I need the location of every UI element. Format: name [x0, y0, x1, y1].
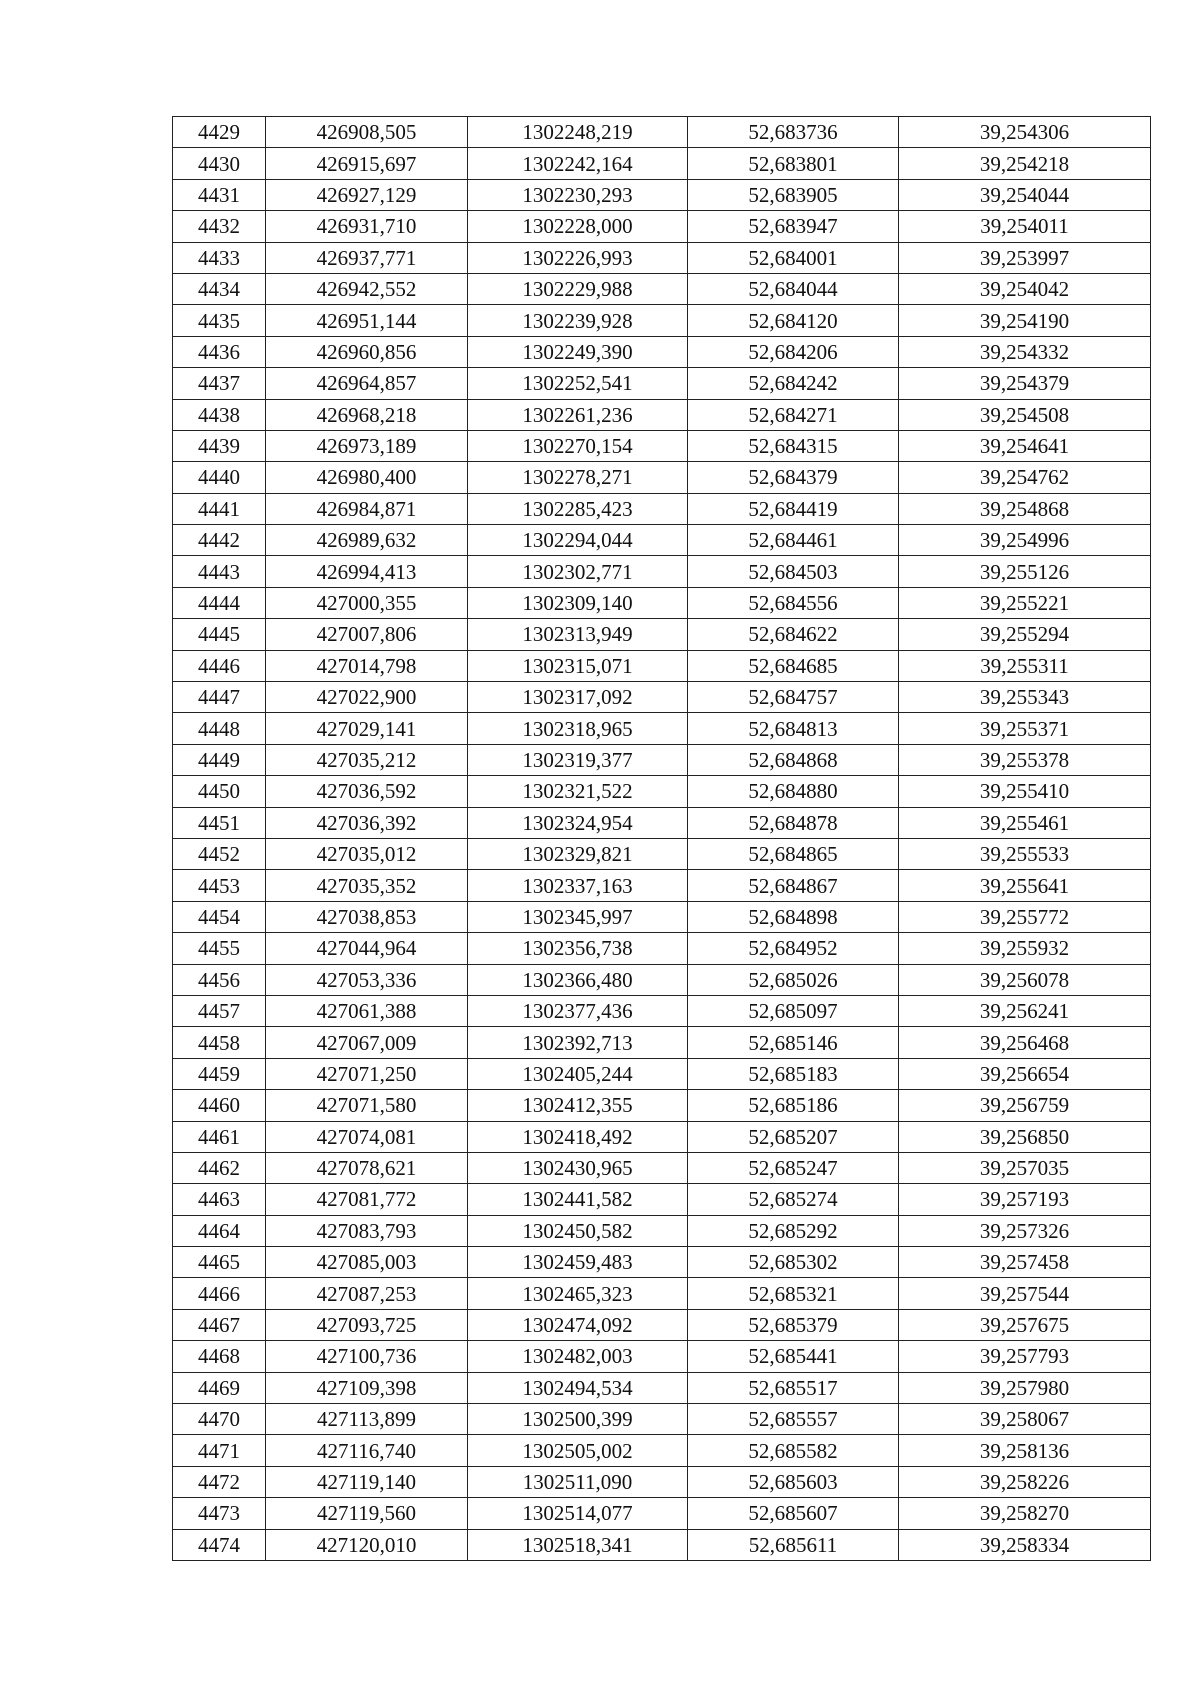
- table-row: [173, 1215, 1151, 1246]
- y-coordinate-cell: 1302248,219: [468, 117, 688, 148]
- x-coordinate-cell: 427053,336: [266, 964, 468, 995]
- point-number-cell: 4452: [173, 838, 266, 869]
- point-number-cell: 4447: [173, 682, 266, 713]
- y-coordinate-cell: 1302309,140: [468, 587, 688, 618]
- latitude-cell: 52,684461: [688, 525, 899, 556]
- y-coordinate-cell: 1302261,236: [468, 399, 688, 430]
- x-coordinate-cell: 427120,010: [266, 1529, 468, 1560]
- point-number-cell: 4438: [173, 399, 266, 430]
- point-number-cell: 4454: [173, 901, 266, 932]
- y-coordinate-cell: 1302450,582: [468, 1215, 688, 1246]
- longitude-cell: 39,254190: [899, 305, 1151, 336]
- point-number-cell: 4451: [173, 807, 266, 838]
- longitude-cell: 39,255461: [899, 807, 1151, 838]
- x-coordinate-cell: 426927,129: [266, 179, 468, 210]
- y-coordinate-cell: 1302239,928: [468, 305, 688, 336]
- latitude-cell: 52,685517: [688, 1372, 899, 1403]
- latitude-cell: 52,684868: [688, 744, 899, 775]
- point-number-cell: 4453: [173, 870, 266, 901]
- table-row: [173, 1435, 1151, 1466]
- x-coordinate-cell: 427085,003: [266, 1247, 468, 1278]
- x-coordinate-cell: 426951,144: [266, 305, 468, 336]
- x-coordinate-cell: 426915,697: [266, 148, 468, 179]
- table-row: [173, 870, 1151, 901]
- table-row: [173, 493, 1151, 524]
- point-number-cell: 4473: [173, 1498, 266, 1529]
- y-coordinate-cell: 1302252,541: [468, 368, 688, 399]
- latitude-cell: 52,685441: [688, 1341, 899, 1372]
- x-coordinate-cell: 427071,580: [266, 1090, 468, 1121]
- table-row: [173, 336, 1151, 367]
- y-coordinate-cell: 1302465,323: [468, 1278, 688, 1309]
- x-coordinate-cell: 426973,189: [266, 430, 468, 461]
- y-coordinate-cell: 1302405,244: [468, 1058, 688, 1089]
- x-coordinate-cell: 427087,253: [266, 1278, 468, 1309]
- table-row: [173, 744, 1151, 775]
- y-coordinate-cell: 1302505,002: [468, 1435, 688, 1466]
- x-coordinate-cell: 427119,560: [266, 1498, 468, 1529]
- point-number-cell: 4463: [173, 1184, 266, 1215]
- latitude-cell: 52,684419: [688, 493, 899, 524]
- table-row: [173, 995, 1151, 1026]
- x-coordinate-cell: 427014,798: [266, 650, 468, 681]
- point-number-cell: 4448: [173, 713, 266, 744]
- x-coordinate-cell: 427036,392: [266, 807, 468, 838]
- longitude-cell: 39,255378: [899, 744, 1151, 775]
- x-coordinate-cell: 427061,388: [266, 995, 468, 1026]
- table-row: [173, 1090, 1151, 1121]
- x-coordinate-cell: 427067,009: [266, 1027, 468, 1058]
- longitude-cell: 39,254042: [899, 273, 1151, 304]
- latitude-cell: 52,684556: [688, 587, 899, 618]
- point-number-cell: 4433: [173, 242, 266, 273]
- longitude-cell: 39,258067: [899, 1404, 1151, 1435]
- point-number-cell: 4442: [173, 525, 266, 556]
- y-coordinate-cell: 1302474,092: [468, 1309, 688, 1340]
- latitude-cell: 52,685097: [688, 995, 899, 1026]
- latitude-cell: 52,684206: [688, 336, 899, 367]
- latitude-cell: 52,685607: [688, 1498, 899, 1529]
- longitude-cell: 39,253997: [899, 242, 1151, 273]
- longitude-cell: 39,257544: [899, 1278, 1151, 1309]
- longitude-cell: 39,257458: [899, 1247, 1151, 1278]
- y-coordinate-cell: 1302518,341: [468, 1529, 688, 1560]
- latitude-cell: 52,685611: [688, 1529, 899, 1560]
- x-coordinate-cell: 427100,736: [266, 1341, 468, 1372]
- point-number-cell: 4437: [173, 368, 266, 399]
- point-number-cell: 4461: [173, 1121, 266, 1152]
- table-row: [173, 273, 1151, 304]
- latitude-cell: 52,684001: [688, 242, 899, 273]
- point-number-cell: 4432: [173, 211, 266, 242]
- table-row: [173, 1309, 1151, 1340]
- latitude-cell: 52,684622: [688, 619, 899, 650]
- latitude-cell: 52,685557: [688, 1404, 899, 1435]
- y-coordinate-cell: 1302511,090: [468, 1466, 688, 1497]
- y-coordinate-cell: 1302319,377: [468, 744, 688, 775]
- table-row: [173, 964, 1151, 995]
- y-coordinate-cell: 1302418,492: [468, 1121, 688, 1152]
- y-coordinate-cell: 1302494,534: [468, 1372, 688, 1403]
- latitude-cell: 52,684952: [688, 933, 899, 964]
- latitude-cell: 52,684757: [688, 682, 899, 713]
- latitude-cell: 52,685026: [688, 964, 899, 995]
- y-coordinate-cell: 1302392,713: [468, 1027, 688, 1058]
- latitude-cell: 52,684242: [688, 368, 899, 399]
- y-coordinate-cell: 1302377,436: [468, 995, 688, 1026]
- longitude-cell: 39,255126: [899, 556, 1151, 587]
- longitude-cell: 39,254306: [899, 117, 1151, 148]
- y-coordinate-cell: 1302230,293: [468, 179, 688, 210]
- x-coordinate-cell: 426937,771: [266, 242, 468, 273]
- y-coordinate-cell: 1302500,399: [468, 1404, 688, 1435]
- y-coordinate-cell: 1302318,965: [468, 713, 688, 744]
- longitude-cell: 39,254762: [899, 462, 1151, 493]
- table-row: [173, 776, 1151, 807]
- x-coordinate-cell: 427036,592: [266, 776, 468, 807]
- latitude-cell: 52,685146: [688, 1027, 899, 1058]
- latitude-cell: 52,683736: [688, 117, 899, 148]
- point-number-cell: 4468: [173, 1341, 266, 1372]
- longitude-cell: 39,254641: [899, 430, 1151, 461]
- y-coordinate-cell: 1302441,582: [468, 1184, 688, 1215]
- longitude-cell: 39,255533: [899, 838, 1151, 869]
- longitude-cell: 39,254996: [899, 525, 1151, 556]
- x-coordinate-cell: 427093,725: [266, 1309, 468, 1340]
- table-row: [173, 368, 1151, 399]
- y-coordinate-cell: 1302321,522: [468, 776, 688, 807]
- y-coordinate-cell: 1302356,738: [468, 933, 688, 964]
- y-coordinate-cell: 1302366,480: [468, 964, 688, 995]
- latitude-cell: 52,684867: [688, 870, 899, 901]
- longitude-cell: 39,257793: [899, 1341, 1151, 1372]
- point-number-cell: 4441: [173, 493, 266, 524]
- x-coordinate-cell: 426960,856: [266, 336, 468, 367]
- latitude-cell: 52,685274: [688, 1184, 899, 1215]
- point-number-cell: 4458: [173, 1027, 266, 1058]
- latitude-cell: 52,684865: [688, 838, 899, 869]
- point-number-cell: 4460: [173, 1090, 266, 1121]
- longitude-cell: 39,256468: [899, 1027, 1151, 1058]
- longitude-cell: 39,256078: [899, 964, 1151, 995]
- table-row: [173, 1247, 1151, 1278]
- longitude-cell: 39,257980: [899, 1372, 1151, 1403]
- longitude-cell: 39,254011: [899, 211, 1151, 242]
- table-row: [173, 933, 1151, 964]
- x-coordinate-cell: 426989,632: [266, 525, 468, 556]
- table-row: [173, 1466, 1151, 1497]
- table-row: [173, 399, 1151, 430]
- table-row: [173, 211, 1151, 242]
- y-coordinate-cell: 1302302,771: [468, 556, 688, 587]
- y-coordinate-cell: 1302345,997: [468, 901, 688, 932]
- point-number-cell: 4456: [173, 964, 266, 995]
- table-row: [173, 713, 1151, 744]
- x-coordinate-cell: 427081,772: [266, 1184, 468, 1215]
- table-row: [173, 1152, 1151, 1183]
- table-row: [173, 682, 1151, 713]
- y-coordinate-cell: 1302337,163: [468, 870, 688, 901]
- longitude-cell: 39,256241: [899, 995, 1151, 1026]
- latitude-cell: 52,685292: [688, 1215, 899, 1246]
- table-row: [173, 462, 1151, 493]
- x-coordinate-cell: 427074,081: [266, 1121, 468, 1152]
- longitude-cell: 39,255371: [899, 713, 1151, 744]
- latitude-cell: 52,683801: [688, 148, 899, 179]
- longitude-cell: 39,258136: [899, 1435, 1151, 1466]
- latitude-cell: 52,684503: [688, 556, 899, 587]
- y-coordinate-cell: 1302324,954: [468, 807, 688, 838]
- x-coordinate-cell: 427109,398: [266, 1372, 468, 1403]
- y-coordinate-cell: 1302329,821: [468, 838, 688, 869]
- y-coordinate-cell: 1302229,988: [468, 273, 688, 304]
- longitude-cell: 39,255294: [899, 619, 1151, 650]
- table-row: [173, 1529, 1151, 1560]
- point-number-cell: 4443: [173, 556, 266, 587]
- x-coordinate-cell: 426942,552: [266, 273, 468, 304]
- latitude-cell: 52,684813: [688, 713, 899, 744]
- point-number-cell: 4467: [173, 1309, 266, 1340]
- latitude-cell: 52,683947: [688, 211, 899, 242]
- point-number-cell: 4474: [173, 1529, 266, 1560]
- table-row: [173, 1498, 1151, 1529]
- y-coordinate-cell: 1302270,154: [468, 430, 688, 461]
- table-row: [173, 1372, 1151, 1403]
- latitude-cell: 52,685379: [688, 1309, 899, 1340]
- latitude-cell: 52,684044: [688, 273, 899, 304]
- coordinates-table: [172, 116, 1151, 1561]
- point-number-cell: 4469: [173, 1372, 266, 1403]
- longitude-cell: 39,255932: [899, 933, 1151, 964]
- y-coordinate-cell: 1302459,483: [468, 1247, 688, 1278]
- x-coordinate-cell: 426964,857: [266, 368, 468, 399]
- point-number-cell: 4457: [173, 995, 266, 1026]
- point-number-cell: 4471: [173, 1435, 266, 1466]
- longitude-cell: 39,257035: [899, 1152, 1151, 1183]
- latitude-cell: 52,685321: [688, 1278, 899, 1309]
- longitude-cell: 39,255772: [899, 901, 1151, 932]
- x-coordinate-cell: 427119,140: [266, 1466, 468, 1497]
- longitude-cell: 39,258226: [899, 1466, 1151, 1497]
- x-coordinate-cell: 427116,740: [266, 1435, 468, 1466]
- point-number-cell: 4449: [173, 744, 266, 775]
- x-coordinate-cell: 427035,012: [266, 838, 468, 869]
- point-number-cell: 4462: [173, 1152, 266, 1183]
- latitude-cell: 52,685207: [688, 1121, 899, 1152]
- latitude-cell: 52,684120: [688, 305, 899, 336]
- table-row: [173, 430, 1151, 461]
- table-row: [173, 305, 1151, 336]
- point-number-cell: 4445: [173, 619, 266, 650]
- x-coordinate-cell: 426980,400: [266, 462, 468, 493]
- table-row: [173, 1121, 1151, 1152]
- table-row: [173, 587, 1151, 618]
- point-number-cell: 4436: [173, 336, 266, 367]
- longitude-cell: 39,256759: [899, 1090, 1151, 1121]
- latitude-cell: 52,684271: [688, 399, 899, 430]
- latitude-cell: 52,685186: [688, 1090, 899, 1121]
- longitude-cell: 39,257193: [899, 1184, 1151, 1215]
- x-coordinate-cell: 426931,710: [266, 211, 468, 242]
- latitude-cell: 52,684898: [688, 901, 899, 932]
- table-row: [173, 1027, 1151, 1058]
- longitude-cell: 39,255343: [899, 682, 1151, 713]
- x-coordinate-cell: 427035,352: [266, 870, 468, 901]
- point-number-cell: 4439: [173, 430, 266, 461]
- x-coordinate-cell: 427044,964: [266, 933, 468, 964]
- x-coordinate-cell: 426968,218: [266, 399, 468, 430]
- x-coordinate-cell: 427000,355: [266, 587, 468, 618]
- table-row: [173, 525, 1151, 556]
- y-coordinate-cell: 1302482,003: [468, 1341, 688, 1372]
- table-row: [173, 807, 1151, 838]
- longitude-cell: 39,258270: [899, 1498, 1151, 1529]
- latitude-cell: 52,684685: [688, 650, 899, 681]
- longitude-cell: 39,255311: [899, 650, 1151, 681]
- y-coordinate-cell: 1302226,993: [468, 242, 688, 273]
- longitude-cell: 39,256654: [899, 1058, 1151, 1089]
- latitude-cell: 52,685247: [688, 1152, 899, 1183]
- table-row: [173, 242, 1151, 273]
- point-number-cell: 4450: [173, 776, 266, 807]
- table-row: [173, 1058, 1151, 1089]
- longitude-cell: 39,254044: [899, 179, 1151, 210]
- table-row: [173, 148, 1151, 179]
- latitude-cell: 52,685183: [688, 1058, 899, 1089]
- longitude-cell: 39,254508: [899, 399, 1151, 430]
- point-number-cell: 4434: [173, 273, 266, 304]
- x-coordinate-cell: 426908,505: [266, 117, 468, 148]
- point-number-cell: 4444: [173, 587, 266, 618]
- longitude-cell: 39,254218: [899, 148, 1151, 179]
- longitude-cell: 39,255410: [899, 776, 1151, 807]
- table-row: [173, 838, 1151, 869]
- x-coordinate-cell: 427083,793: [266, 1215, 468, 1246]
- y-coordinate-cell: 1302430,965: [468, 1152, 688, 1183]
- x-coordinate-cell: 426994,413: [266, 556, 468, 587]
- latitude-cell: 52,685582: [688, 1435, 899, 1466]
- table-row: [173, 650, 1151, 681]
- longitude-cell: 39,258334: [899, 1529, 1151, 1560]
- x-coordinate-cell: 427007,806: [266, 619, 468, 650]
- y-coordinate-cell: 1302313,949: [468, 619, 688, 650]
- longitude-cell: 39,254332: [899, 336, 1151, 367]
- y-coordinate-cell: 1302285,423: [468, 493, 688, 524]
- table-row: [173, 901, 1151, 932]
- y-coordinate-cell: 1302412,355: [468, 1090, 688, 1121]
- table-row: [173, 556, 1151, 587]
- latitude-cell: 52,684379: [688, 462, 899, 493]
- table-row: [173, 179, 1151, 210]
- latitude-cell: 52,684880: [688, 776, 899, 807]
- latitude-cell: 52,684315: [688, 430, 899, 461]
- point-number-cell: 4455: [173, 933, 266, 964]
- table-row: [173, 1341, 1151, 1372]
- point-number-cell: 4472: [173, 1466, 266, 1497]
- x-coordinate-cell: 426984,871: [266, 493, 468, 524]
- y-coordinate-cell: 1302278,271: [468, 462, 688, 493]
- x-coordinate-cell: 427022,900: [266, 682, 468, 713]
- longitude-cell: 39,254868: [899, 493, 1151, 524]
- longitude-cell: 39,255221: [899, 587, 1151, 618]
- x-coordinate-cell: 427029,141: [266, 713, 468, 744]
- y-coordinate-cell: 1302228,000: [468, 211, 688, 242]
- coordinates-table-body: [173, 117, 1151, 1561]
- table-row: [173, 1404, 1151, 1435]
- longitude-cell: 39,255641: [899, 870, 1151, 901]
- longitude-cell: 39,257326: [899, 1215, 1151, 1246]
- point-number-cell: 4429: [173, 117, 266, 148]
- y-coordinate-cell: 1302294,044: [468, 525, 688, 556]
- x-coordinate-cell: 427071,250: [266, 1058, 468, 1089]
- table-row: [173, 619, 1151, 650]
- y-coordinate-cell: 1302514,077: [468, 1498, 688, 1529]
- x-coordinate-cell: 427113,899: [266, 1404, 468, 1435]
- longitude-cell: 39,254379: [899, 368, 1151, 399]
- point-number-cell: 4465: [173, 1247, 266, 1278]
- x-coordinate-cell: 427038,853: [266, 901, 468, 932]
- y-coordinate-cell: 1302315,071: [468, 650, 688, 681]
- longitude-cell: 39,256850: [899, 1121, 1151, 1152]
- latitude-cell: 52,684878: [688, 807, 899, 838]
- latitude-cell: 52,685302: [688, 1247, 899, 1278]
- point-number-cell: 4466: [173, 1278, 266, 1309]
- table-row: [173, 1184, 1151, 1215]
- point-number-cell: 4470: [173, 1404, 266, 1435]
- point-number-cell: 4431: [173, 179, 266, 210]
- table-row: [173, 117, 1151, 148]
- point-number-cell: 4459: [173, 1058, 266, 1089]
- point-number-cell: 4430: [173, 148, 266, 179]
- longitude-cell: 39,257675: [899, 1309, 1151, 1340]
- x-coordinate-cell: 427035,212: [266, 744, 468, 775]
- x-coordinate-cell: 427078,621: [266, 1152, 468, 1183]
- y-coordinate-cell: 1302242,164: [468, 148, 688, 179]
- point-number-cell: 4464: [173, 1215, 266, 1246]
- latitude-cell: 52,683905: [688, 179, 899, 210]
- y-coordinate-cell: 1302249,390: [468, 336, 688, 367]
- y-coordinate-cell: 1302317,092: [468, 682, 688, 713]
- point-number-cell: 4435: [173, 305, 266, 336]
- table-row: [173, 1278, 1151, 1309]
- latitude-cell: 52,685603: [688, 1466, 899, 1497]
- point-number-cell: 4446: [173, 650, 266, 681]
- point-number-cell: 4440: [173, 462, 266, 493]
